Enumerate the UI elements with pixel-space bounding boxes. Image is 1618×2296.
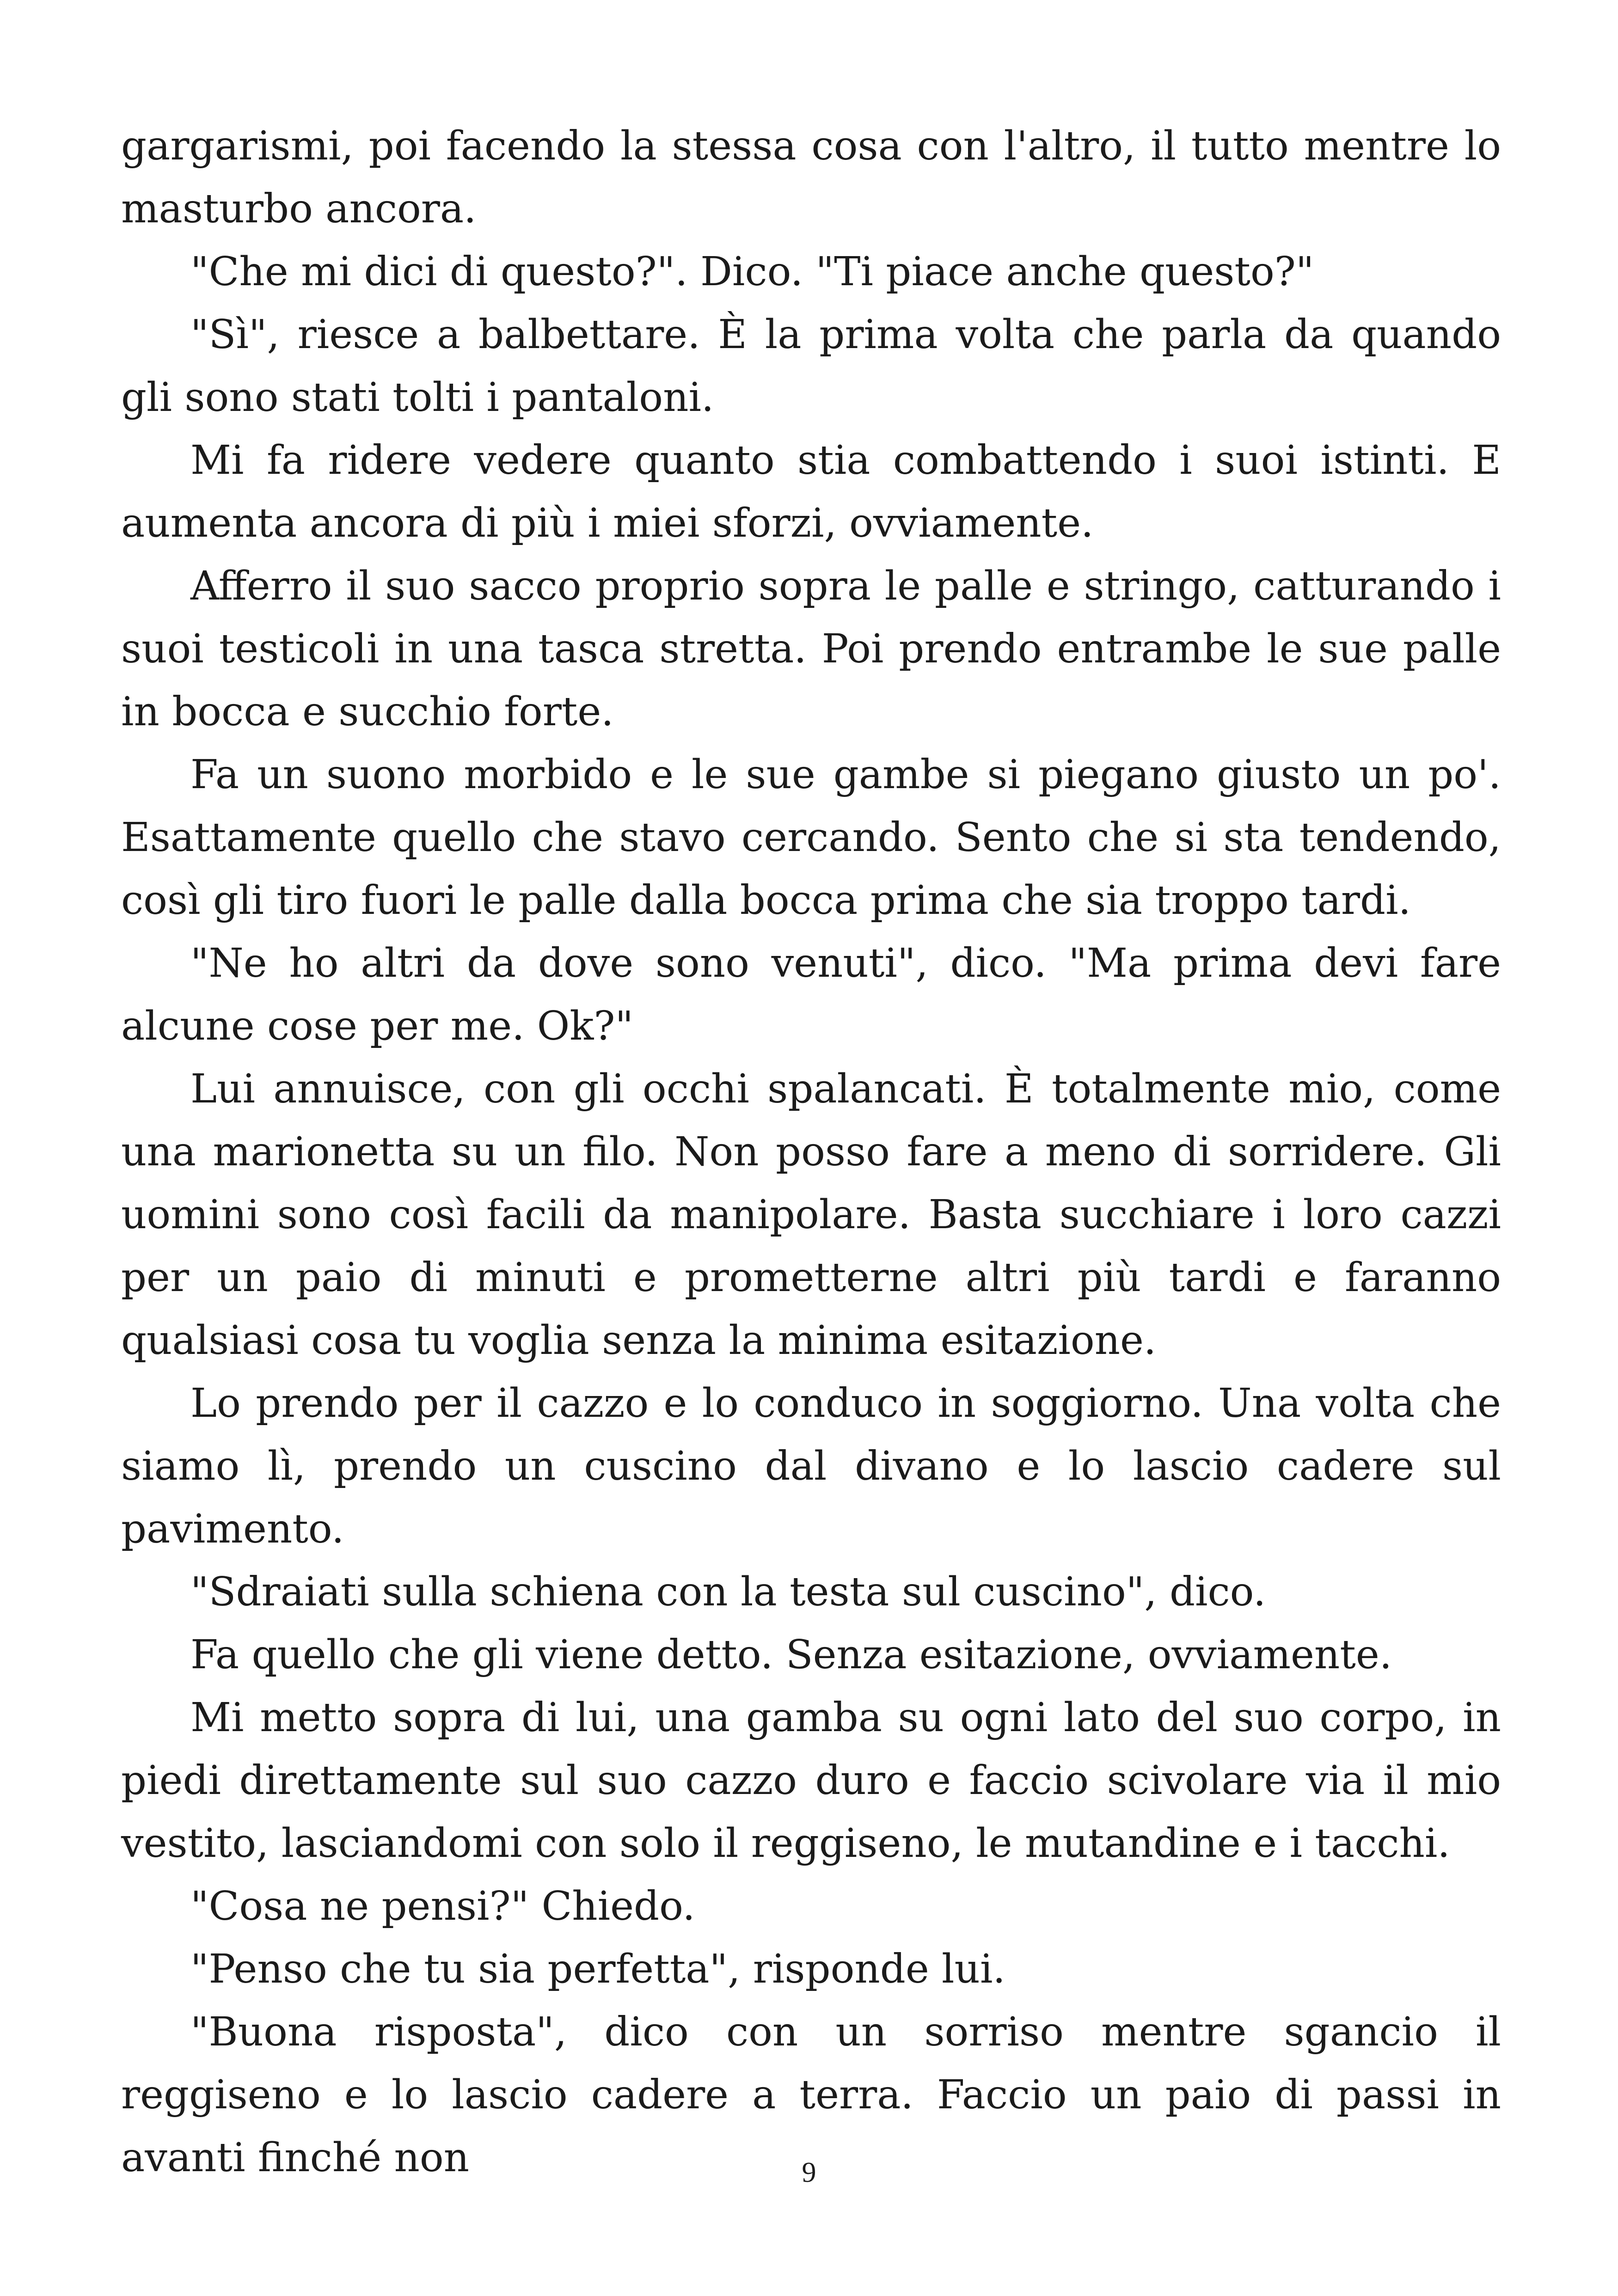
paragraph: "Ne ho altri da dove sono venuti", dico. "Ma prima devi fare alcune cose per me. Ok?": [121, 940, 1501, 1049]
paragraph: "Sdraiati sulla schiena con la testa sul cuscino", dico.: [190, 1569, 1266, 1615]
paragraph: "Sì", riesce a balbettare. È la prima volta che parla da quando gli sono stati tolti i pantaloni.: [121, 312, 1501, 421]
body-text: [121, 115, 1501, 2189]
paragraph: gargarismi, poi facendo la stessa cosa con l'altro, il tutto mentre lo masturbo ancora.: [121, 123, 1501, 232]
paragraph: Fa un suono morbido e le sue gambe si piegano giusto un po'. Esattamente quello che stavo cercando. Sento che si sta tendendo, così gli tiro fuori le palle dalla bocca prima che sia troppo tardi.: [121, 752, 1501, 924]
paragraph: Mi metto sopra di lui, una gamba su ogni lato del suo corpo, in piedi direttamente sul suo cazzo duro e faccio scivolare via il mio vestito, lasciandomi con solo il reggiseno, le mutandine e i tacchi.: [121, 1695, 1501, 1867]
paragraph: Lui annuisce, con gli occhi spalancati. È totalmente mio, come una marionetta su un filo. Non posso fare a meno di sorridere. Gli uomini sono così facili da manipolare. Basta succhiare i loro cazzi per un paio di minuti e prometterne altri più tardi e faranno qualsiasi cosa tu voglia senza la minima esitazione.: [121, 1066, 1501, 1364]
paragraph: "Buona risposta", dico con un sorriso mentre sgancio il reggiseno e lo lascio cadere a terra. Faccio un paio di passi in avanti finché non: [121, 2009, 1501, 2181]
paragraph: Mi fa ridere vedere quanto stia combattendo i suoi istinti. E aumenta ancora di più i miei sforzi, ovviamente.: [121, 437, 1501, 546]
paragraph: Afferro il suo sacco proprio sopra le palle e stringo, catturando i suoi testicoli in una tasca stretta. Poi prendo entrambe le sue palle in bocca e succhio forte.: [121, 563, 1501, 735]
page-number: 9: [802, 2157, 816, 2188]
paragraph: "Penso che tu sia perfetta", risponde lui.: [190, 1946, 1005, 1992]
paragraph: "Che mi dici di questo?". Dico. "Ti piace anche questo?": [190, 249, 1314, 295]
paragraph: Lo prendo per il cazzo e lo conduco in soggiorno. Una volta che siamo lì, prendo un cuscino dal divano e lo lascio cadere sul pavimento.: [121, 1380, 1501, 1552]
paragraph: "Cosa ne pensi?" Chiedo.: [190, 1883, 695, 1929]
paragraph: Fa quello che gli viene detto. Senza esitazione, ovviamente.: [190, 1632, 1392, 1678]
